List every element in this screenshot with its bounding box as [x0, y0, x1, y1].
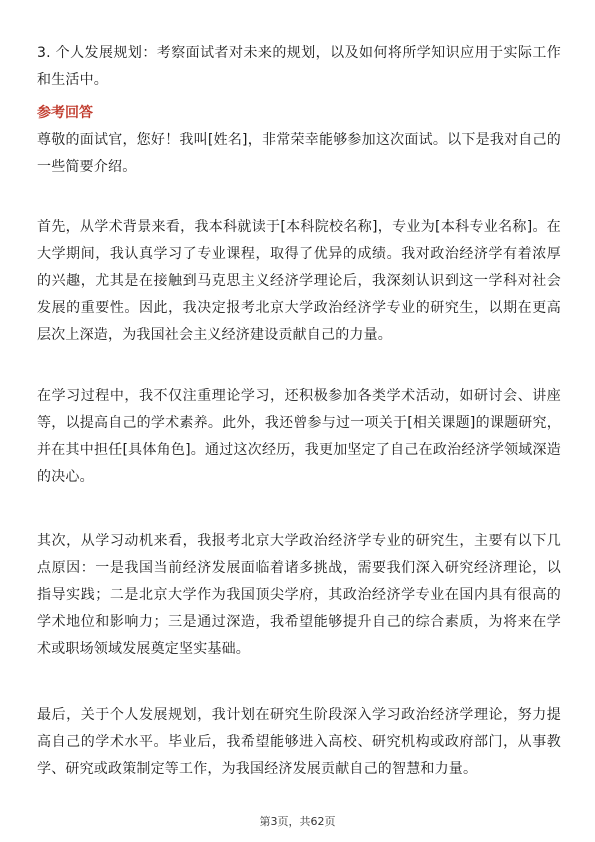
paragraph-study-process: 在学习过程中，我不仅注重理论学习，还积极参加各类学术活动，如研讨会、讲座等，以提高自己的学术素养。此外，我还曾参与过一项关于[相关课题]的课题研究，并在其中担任[具体角色]。通过这次经历，我更加坚定了自己在政治经济学领域深造的决心。 [37, 388, 561, 485]
interview-point-3: 3. 个人发展规划：考察面试者对未来的规划，以及如何将所学知识应用于实际工作和生活中。 [37, 45, 561, 88]
page-number-footer: 第3页，共62页 [259, 815, 336, 828]
paragraph-development-plan: 最后，关于个人发展规划，我计划在研究生阶段深入学习政治经济学理论，努力提高自己的学术水平。毕业后，我希望能够进入高校、研究机构或政府部门，从事教学、研究或政策制定等工作，为我国经济发展贡献自己的智慧和力量。 [37, 707, 561, 777]
reference-answer-heading: 参考回答 [37, 105, 93, 121]
paragraph-academic-background: 首先，从学术背景来看，我本科就读于[本科院校名称]，专业为[本科专业名称]。在大学期间，我认真学习了专业课程，取得了优异的成绩。我对政治经济学有着浓厚的兴趣，尤其是在接触到马克思主义经济学理论后，我深刻认识到这一学科对社会发展的重要性。因此，我决定报考北京大学政治经济学专业的研究生，以期在更高层次上深造，为我国社会主义经济建设贡献自己的力量。 [37, 219, 561, 343]
paragraph-greeting: 尊敬的面试官，您好！我叫[姓名]，非常荣幸能够参加这次面试。以下是我对自己的一些简要介绍。 [37, 132, 561, 175]
paragraph-motivation: 其次，从学习动机来看，我报考北京大学政治经济学专业的研究生，主要有以下几点原因：一是我国当前经济发展面临着诸多挑战，需要我们深入研究经济理论，以指导实践；二是北京大学作为我国顶尖学府，其政治经济学专业在国内具有很高的学术地位和影响力；三是通过深造，我希望能够提升自己的综合素质，为将来在学术或职场领域发展奠定坚实基础。 [37, 533, 561, 657]
